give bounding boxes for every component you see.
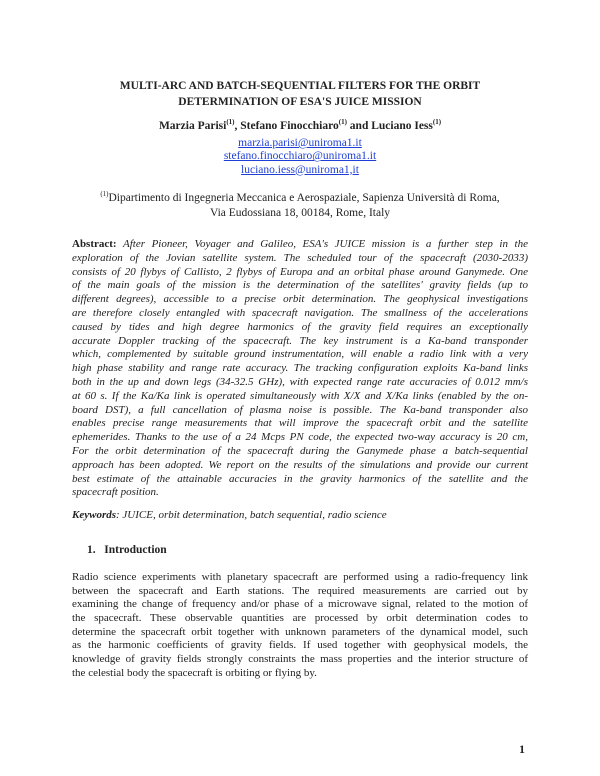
text-line [72, 571, 528, 585]
text-line [72, 667, 528, 681]
line-text: which, complemented by suitable ground instrumentation, will enable a radio link with a very [72, 348, 528, 361]
paper-title [60, 78, 540, 110]
abstract-label: Abstract: [72, 238, 117, 250]
section-heading [87, 544, 167, 556]
line-text: of the main goals of the mission is the determination of the satellites' gravity fields (up to [72, 279, 528, 292]
authors [60, 118, 540, 132]
line-text: After Pioneer, Voyager and Galileo, ESA's JUICE mission is a further step in the [123, 238, 528, 250]
author-affil: (1) [338, 118, 347, 126]
text-line [72, 293, 528, 307]
author-affil: (1) [226, 118, 235, 126]
author-sep: and [346, 119, 372, 132]
text-line [72, 252, 528, 266]
section-number: 1. [87, 544, 96, 556]
text-line [72, 335, 528, 349]
text-line [72, 445, 528, 459]
line-text: Radio science experiments with planetary spacecraft are performed using a radio-frequency link [72, 571, 528, 583]
line-text: between the spacecraft and Earth stations. The required measurements are carried out by [72, 584, 528, 597]
line-text: caused by tides and high degree harmonics of the gravity field requires an exceptionally [72, 320, 528, 333]
section-title: Introduction [104, 544, 167, 556]
text-line [72, 404, 528, 418]
line-text: accurate Doppler tracking of the spacecraft. The key instrument is a Ka-band transponder [72, 334, 528, 347]
line-text: knowledge of gravity fields strongly constraints the mass properties and the interior structure of [72, 653, 528, 666]
text-line [72, 279, 528, 293]
affiliation-line: Dipartimento di Ingegneria Meccanica e Aerospaziale, Sapienza Università di Roma, [108, 191, 500, 204]
author-name: Luciano Iess [371, 119, 433, 132]
line-text: the spacecraft. These observable quantities are processed by orbit determination codes to [72, 612, 528, 625]
affiliation-marker: (1) [100, 190, 109, 198]
text-line [72, 473, 528, 487]
page-number: 1 [519, 742, 525, 756]
line-text: high phase stability and range rate accuracy. The tracking configuration exploits Ka-band links [72, 362, 528, 375]
line-text: best estimate of the attainable accuracies in the gravity harmonics of the satellite and the [72, 472, 528, 485]
keywords-text: : JUICE, orbit determination, batch sequential, radio science [116, 509, 387, 521]
text-line [72, 431, 528, 445]
text-line [72, 390, 528, 404]
line-text: at 60 s. If the Ka/Ka link is operated simultaneously with X/X and X/Ka links (enabled by the on- [72, 389, 528, 402]
text-line [72, 362, 528, 376]
abstract [72, 238, 528, 500]
email-link[interactable]: marzia.parisi@uniroma1.it [238, 137, 362, 149]
affiliation [60, 187, 540, 221]
line-text: ephemerides. Thanks to the use of a 24 Mcps PN code, the expected two-way accuracy is 20 cm, [72, 431, 528, 444]
line-text: different degrees), accessible to a precise orbit determination. The geophysical investigations [72, 293, 528, 306]
text-line [72, 266, 528, 280]
author-affil: (1) [432, 118, 442, 126]
line-text: approach has been adopted. We report on the results of the simulations and provide our current [72, 458, 528, 471]
text-line [72, 417, 528, 431]
introduction-paragraph [72, 571, 528, 681]
line-text: enables precise range measurements that will improve the spacecraft orbit and the satellite [72, 417, 528, 430]
text-line [72, 376, 528, 390]
text-line [72, 459, 528, 473]
text-line [72, 348, 528, 362]
line-text: examining the change of frequency and/or phase of a microwave signal, related to the motion of [72, 598, 528, 611]
line-text: both in the up and down legs (34-32.5 GHz), with expected range rate accuracies of 0.012 mm/s [72, 375, 528, 388]
line-text: For the orbit determination of the spacecraft during the Ganymede phase a batch-sequential [72, 444, 528, 457]
title-line: MULTI-ARC AND BATCH-SEQUENTIAL FILTERS FOR THE ORBIT [119, 80, 481, 92]
line-text: the celestial body the spacecraft is orbiting or flying by. [72, 666, 317, 679]
text-line [72, 321, 528, 335]
text-line [72, 626, 528, 640]
line-text: exploration of the Jovian satellite system. The scheduled tour of the spacecraft (2030-2033) [72, 251, 528, 264]
title-line: DETERMINATION OF ESA'S JUICE MISSION [178, 96, 422, 108]
emails [60, 137, 540, 177]
keywords-label: Keywords [72, 509, 116, 521]
text-line [72, 585, 528, 599]
author-name: Marzia Parisi [158, 119, 227, 132]
email-link[interactable]: luciano.iess@uniroma1,it [241, 163, 359, 176]
text-line [72, 307, 528, 321]
text-line [72, 238, 528, 252]
email-link[interactable]: stefano.finocchiaro@uniroma1.it [223, 150, 377, 163]
line-text: board DST), a full cancellation of plasma noise is possible. The Ka-band transponder also [72, 403, 528, 416]
line-text: as the harmonic coefficients of gravity fields. If used together with geophysical models, the [72, 639, 528, 652]
line-text: are therefore closely entangled with spacecraft navigation. The smallness of the accelerations [72, 306, 528, 319]
line-text: determine the spacecraft orbit together with unknown parameters of the dynamical model, such [72, 625, 528, 638]
text-line [72, 653, 528, 667]
author-sep: , [234, 119, 241, 132]
line-text: consists of 20 flybys of Callisto, 2 flybys of Europa and an orbital phase around Ganymede. One [72, 265, 528, 278]
text-line [72, 612, 528, 626]
author-name: Stefano Finocchiaro [240, 119, 339, 132]
affiliation-line: Via Eudossiana 18, 00184, Rome, Italy [209, 206, 391, 219]
text-line [72, 486, 528, 500]
text-line [72, 598, 528, 612]
keywords [72, 509, 387, 521]
text-line [72, 639, 528, 653]
line-text: spacecraft position. [72, 486, 159, 499]
